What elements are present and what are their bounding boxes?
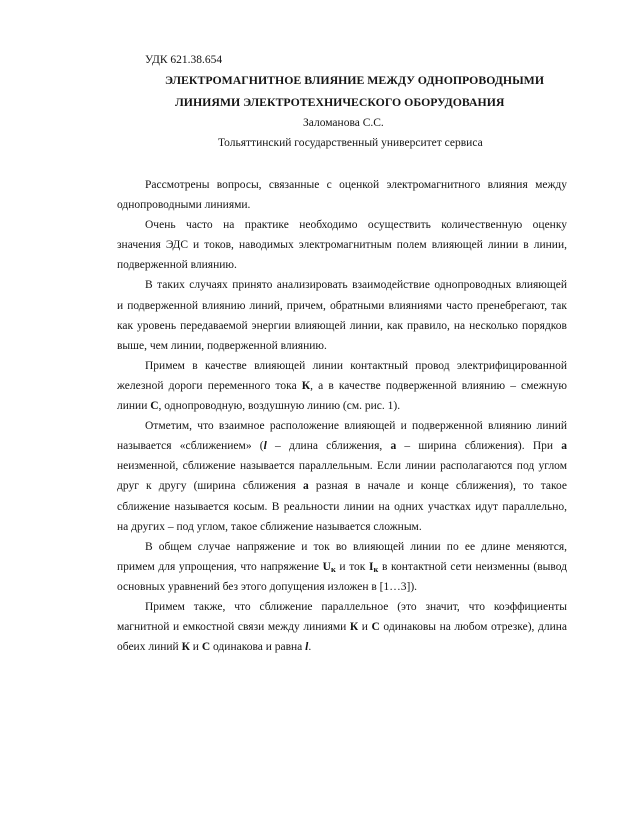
text-line [117, 356, 567, 376]
term-symbol: К [349, 621, 359, 634]
text-run: неизменной, сближение называется параллельным. Если линии располагаются под углом [117, 460, 567, 473]
article-body [117, 175, 567, 657]
text-run: на других – под углом, такое сближение называется сложным. [117, 520, 422, 533]
subscript: к [373, 565, 379, 575]
text-line [117, 275, 567, 295]
text-line [117, 336, 567, 356]
text-line [117, 497, 567, 517]
text-line [117, 235, 567, 255]
text-line [117, 175, 567, 195]
text-line [117, 597, 567, 617]
text-run: Отметим, что взаимное расположение влияющей и подверженной влиянию линий [145, 420, 567, 433]
author-name: Заломанова С.С. [303, 117, 384, 129]
text-run: Примем в качестве влияющей линии контактный провод электрифицированной [145, 359, 567, 372]
text-line [117, 637, 567, 657]
term-symbol: К [181, 641, 190, 654]
text-run: В таких случаях принято анализировать взаимодействие однопроводных влияющей [145, 279, 567, 292]
text-line [117, 537, 567, 557]
term-symbol: U [322, 560, 331, 573]
text-run: В общем случае напряжение и ток во влияющей линии по ее длине меняются, [145, 540, 567, 553]
text-run: Очень часто на практике необходимо осуществить количественную оценку [145, 219, 567, 232]
text-run: и [189, 641, 202, 654]
text-run: разная в начале и конце сближения), то такое [308, 480, 567, 493]
term-symbol: С [150, 400, 159, 413]
text-run: значения ЭДС и токов, наводимых электромагнитным полем влияющей линии в линии, [117, 239, 567, 252]
paragraph [117, 356, 567, 416]
affiliation: Тольяттинский государственный университет сервиса [218, 137, 483, 149]
text-run: выше, чем линии, подверженной влиянию. [117, 339, 327, 352]
term-symbol: С [201, 641, 211, 654]
text-run: одинакова и равна [210, 641, 306, 654]
text-line [117, 517, 567, 537]
text-line [117, 416, 567, 436]
text-line [117, 476, 567, 496]
text-line [117, 577, 567, 597]
text-run: магнитной и емкостной связи между линиями [117, 621, 350, 634]
text-run: . [308, 641, 312, 654]
paragraph [117, 175, 567, 215]
text-run: основных уравнений без этого допущения изложен в [1…3]). [117, 580, 418, 593]
text-run: однопроводными линиями. [117, 199, 251, 212]
text-run: – длина сближения, [266, 440, 391, 453]
article-title-line: ЭЛЕКТРОМАГНИТНОЕ ВЛИЯНИЕ МЕЖДУ ОДНОПРОВОДНЫМИ [165, 73, 544, 87]
term-symbol: а [390, 440, 397, 453]
text-run: обеих линий [117, 641, 182, 654]
term-symbol: I [369, 560, 374, 573]
text-line [117, 617, 567, 637]
paragraph [117, 416, 567, 537]
text-line [117, 215, 567, 235]
text-run: сближение называется косым. В реальности линии на одних участках идут параллельно, [117, 500, 567, 513]
text-run: , однопроводную, воздушную линию (см. рис. 1). [158, 400, 401, 413]
text-run: одинаковы на любом отрезке), длина [379, 621, 567, 634]
term-symbol: С [371, 621, 380, 634]
text-run: и [358, 621, 372, 634]
text-line [117, 296, 567, 316]
text-line [117, 436, 567, 456]
text-line [117, 195, 567, 215]
text-run: в контактной сети неизменны (вывод [378, 560, 567, 573]
text-run: , а в качестве подверженной влиянию – смежную [310, 379, 567, 392]
text-run: подверженной влиянию. [117, 259, 237, 272]
term-symbol: а [561, 440, 567, 453]
text-line [117, 557, 567, 577]
text-run: друг к другу (ширина сближения [117, 480, 304, 493]
term-symbol: l [263, 440, 267, 453]
term-symbol: l [305, 641, 309, 654]
paragraph [117, 537, 567, 597]
text-run: Рассмотрены вопросы, связанные с оценкой электромагнитного влияния между [145, 179, 567, 191]
text-run: – ширина сближения). При [396, 440, 562, 453]
text-run: и подверженной влиянию линий, причем, обратными влияниями часто пренебрегают, так [117, 299, 567, 312]
text-run: как уровень передаваемой энергии влияющей линии, как правило, на несколько порядков [117, 319, 567, 332]
text-line [117, 255, 567, 275]
paragraph [117, 597, 567, 657]
term-symbol: а [303, 480, 309, 493]
article-title-line: ЛИНИЯМИ ЭЛЕКТРОТЕХНИЧЕСКОГО ОБОРУДОВАНИЯ [175, 95, 505, 109]
udc-code: УДК 621.38.654 [145, 54, 223, 66]
text-run: железной дороги переменного тока [117, 379, 302, 392]
subscript: к [330, 565, 336, 575]
text-run: примем для упрощения, что напряжение [117, 560, 323, 573]
text-line [117, 456, 567, 476]
text-run: называется «сближением» ( [117, 440, 264, 453]
text-run: и ток [335, 560, 370, 573]
paragraph [117, 275, 567, 355]
text-line [117, 376, 567, 396]
paragraph [117, 215, 567, 275]
text-line [117, 396, 567, 416]
text-run: Примем также, что сближение параллельное (это значит, что коэффициенты [145, 600, 567, 613]
text-run: линии [117, 400, 151, 413]
term-symbol: К [301, 379, 311, 392]
text-line [117, 316, 567, 336]
